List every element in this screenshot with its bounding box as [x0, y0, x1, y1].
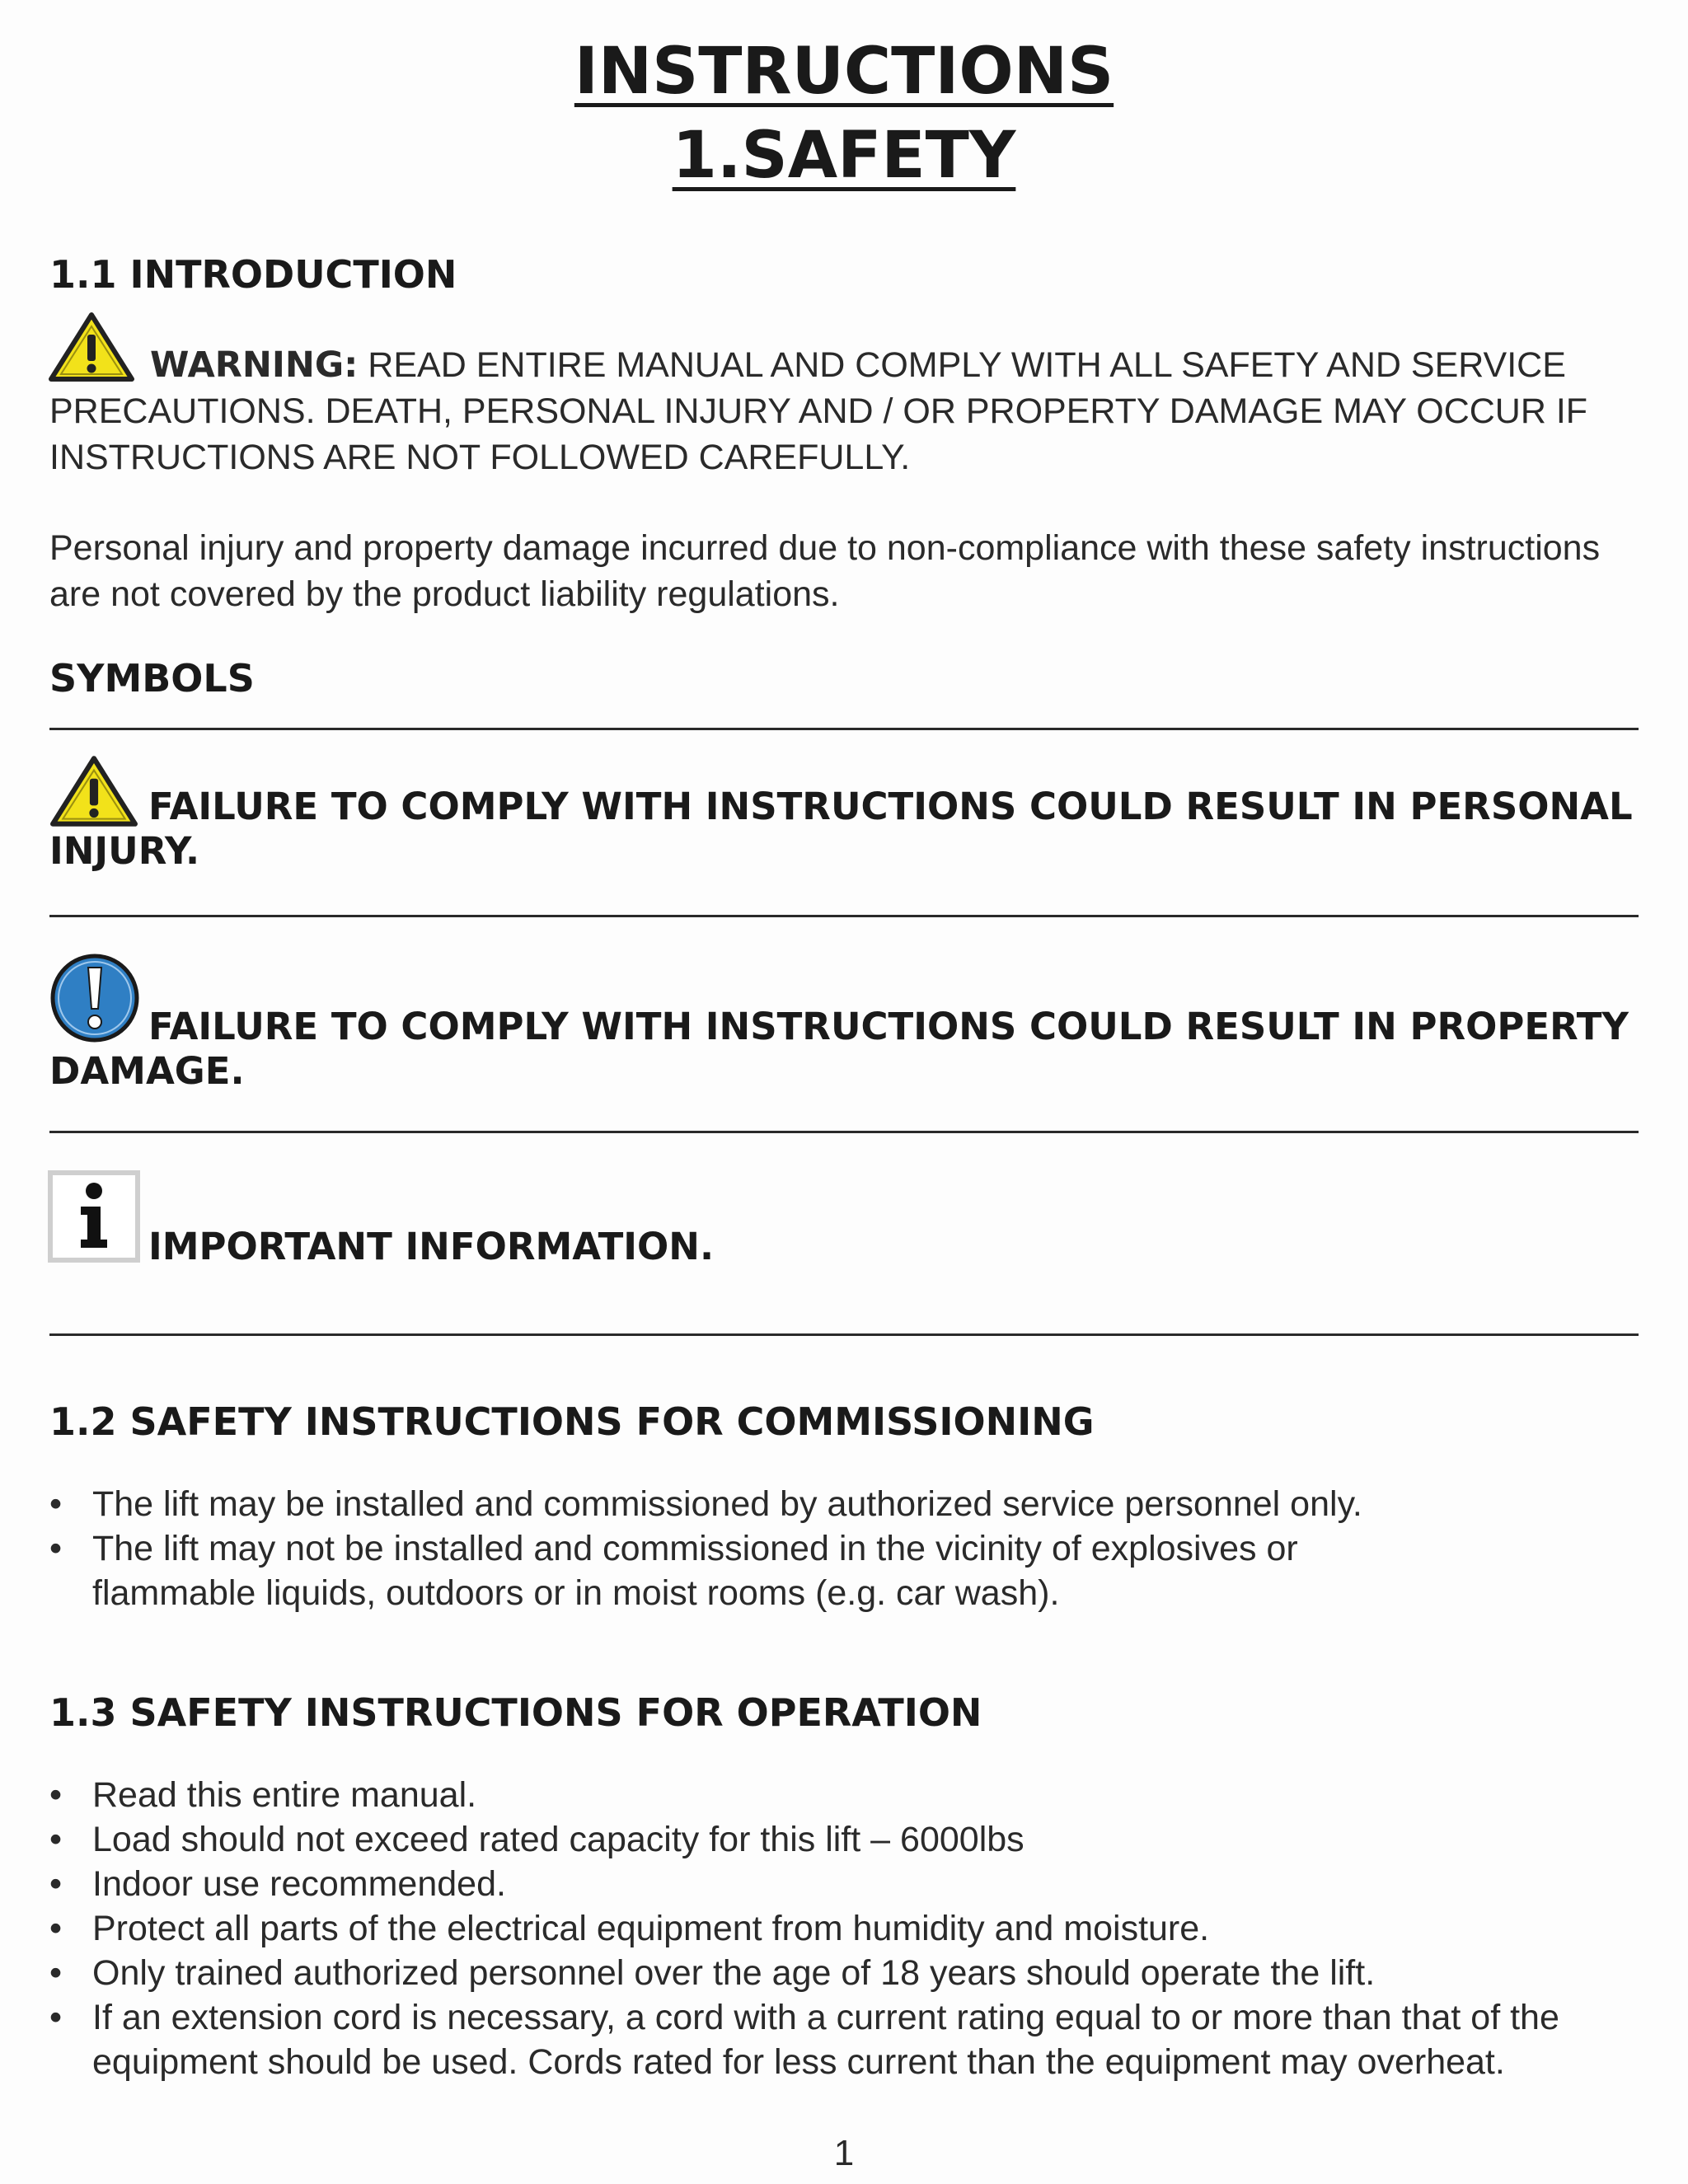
- list-item: • Only trained authorized personnel over the age of 18 years should operate the lift.: [49, 1951, 1648, 1995]
- operation-heading: 1.3 SAFETY INSTRUCTIONS FOR OPERATION: [49, 1690, 982, 1735]
- warning-label: WARNING:: [150, 344, 359, 386]
- warning-paragraph: [49, 342, 1657, 480]
- page-number: 1: [833, 2133, 855, 2173]
- divider: [49, 915, 1639, 917]
- commissioning-list: [49, 1482, 1648, 1615]
- commissioning-heading: 1.2 SAFETY INSTRUCTIONS FOR COMMISSIONING: [49, 1399, 1095, 1444]
- list-item: • Load should not exceed rated capacity for this lift – 6000lbs: [49, 1817, 1648, 1862]
- list-item: • Protect all parts of the electrical equipment from humidity and moisture.: [49, 1906, 1648, 1951]
- symbol-property-damage: FAILURE TO COMPLY WITH INSTRUCTIONS COULD RESULT IN PROPERTY DAMAGE.: [49, 1005, 1629, 1093]
- intro-heading: 1.1 INTRODUCTION: [49, 252, 457, 297]
- list-item: • The lift may be installed and commissioned by authorized service personnel only.: [49, 1482, 1648, 1526]
- operation-list: [49, 1773, 1648, 2084]
- divider: [49, 728, 1639, 730]
- list-item: • Indoor use recommended.: [49, 1862, 1648, 1906]
- document-title: INSTRUCTIONS: [574, 35, 1114, 109]
- list-item: • If an extension cord is necessary, a cord with a current rating equal to or more than that of the equipment should be used. Cords rated for less current than the equipment may overheat.: [49, 1995, 1648, 2084]
- symbol-personal-injury: FAILURE TO COMPLY WITH INSTRUCTIONS COULD RESULT IN PERSONAL INJURY.: [49, 785, 1633, 873]
- symbol-important-info: IMPORTANT INFORMATION.: [148, 1225, 715, 1268]
- section-title: 1.SAFETY: [672, 119, 1016, 193]
- liability-paragraph: Personal injury and property damage incurred due to non-compliance with these safety instructions are not covered by the product liability regulations.: [49, 528, 1601, 614]
- warning-text: READ ENTIRE MANUAL AND COMPLY WITH ALL SAFETY AND SERVICE PRECAUTIONS. DEATH, PERSONAL INJURY AND / OR PROPERTY DAMAGE MAY OCCUR IF INSTRUCTIONS ARE NOT FOLLOWED CAREFULLY.: [49, 345, 1588, 477]
- list-item: • The lift may not be installed and commissioned in the vicinity of explosives or flammable liquids, outdoors or in moist rooms (e.g. car wash).: [49, 1526, 1648, 1615]
- list-item: • Read this entire manual.: [49, 1773, 1648, 1817]
- divider: [49, 1333, 1639, 1336]
- symbols-heading: SYMBOLS: [49, 656, 255, 701]
- divider: [49, 1131, 1639, 1133]
